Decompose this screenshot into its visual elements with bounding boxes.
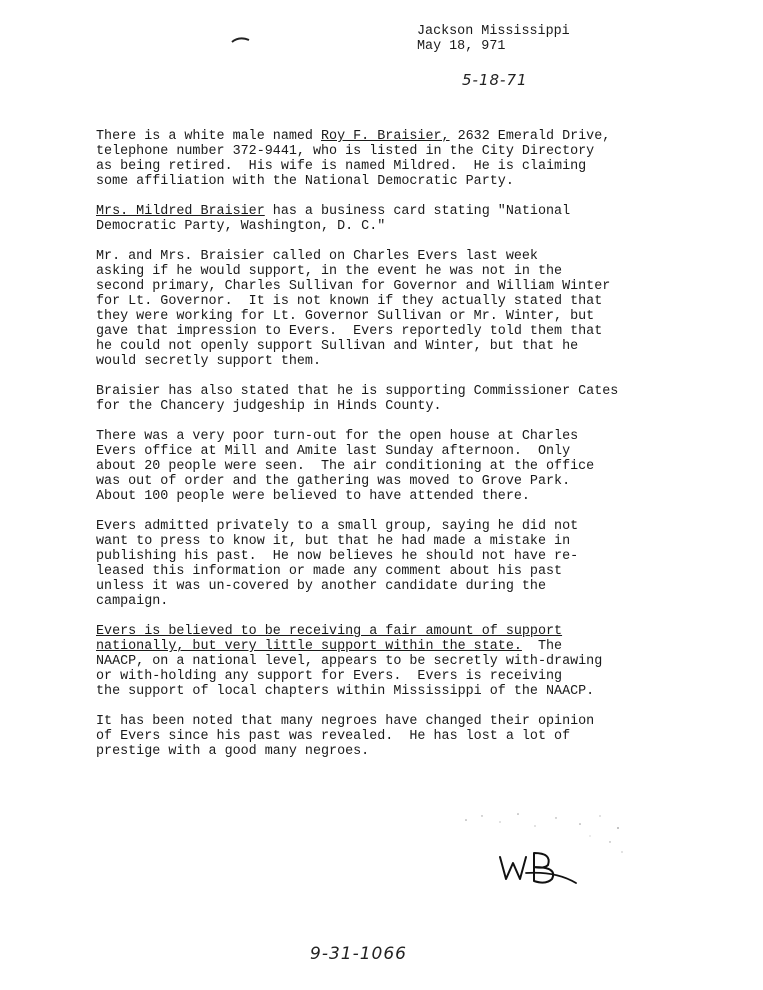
- paragraph-3-line-1: Mr. and Mrs. Braisier called on Charles Evers last week: [96, 249, 538, 264]
- handwritten-date: 5-18-71: [462, 71, 528, 89]
- paragraph-3-line-4: for Lt. Governor. It is not known if they actually stated that: [96, 294, 603, 309]
- signature-initials: [496, 843, 586, 893]
- paragraph-6-line-2: want to press to know it, but that he had made a mistake in: [96, 534, 571, 549]
- header-city: Jackson Mississippi: [417, 24, 570, 39]
- underlined-name-roy-braisier: Roy F. Braisier,: [321, 129, 450, 144]
- paragraph-2: [96, 204, 696, 234]
- paragraph-7-line-4: or with-holding any support for Evers. Evers is receiving: [96, 669, 563, 684]
- paragraph-7-line-1: Evers is believed to be receiving a fair amount of support: [96, 624, 563, 639]
- paragraph-1-line-2: telephone number 372-9441, who is listed in the City Directory: [96, 144, 595, 159]
- paragraph-5-line-4: was out of order and the gathering was moved to Grove Park.: [96, 474, 571, 489]
- paragraph-8-line-2: of Evers since his past was revealed. He has lost a lot of: [96, 729, 571, 744]
- paragraph-3-line-8: would secretly support them.: [96, 354, 321, 369]
- paragraph-5-line-3: about 20 people were seen. The air conditioning at the office: [96, 459, 595, 474]
- paragraph-7-line-5: the support of local chapters within Mississippi of the NAACP.: [96, 684, 595, 699]
- paragraph-3-line-2: asking if he would support, in the event he was not in the: [96, 264, 563, 279]
- paragraph-6-line-5: unless it was un-covered by another candidate during the: [96, 579, 546, 594]
- paragraph-5-line-2: Evers office at Mill and Amite last Sunday afternoon. Only: [96, 444, 571, 459]
- paragraph-4: [96, 384, 696, 414]
- paragraph-4-line-1: Braisier has also stated that he is supporting Commissioner Cates: [96, 384, 619, 399]
- pen-mark: [231, 36, 251, 44]
- paragraph-1-line-4: some affiliation with the National Democratic Party.: [96, 174, 514, 189]
- paragraph-6-line-1: Evers admitted privately to a small group, saying he did not: [96, 519, 579, 534]
- paragraph-8-line-3: prestige with a good many negroes.: [96, 744, 370, 759]
- paragraph-1-line-1: There is a white male named Roy F. Braisier, 2632 Emerald Drive,: [96, 129, 611, 144]
- paragraph-8-line-1: It has been noted that many negroes have changed their opinion: [96, 714, 595, 729]
- paragraph-6: [96, 519, 696, 609]
- paragraph-7-line-2: nationally, but very little support within the state. The: [96, 639, 563, 654]
- underlined-name-mildred-braisier: Mrs. Mildred Braisier: [96, 204, 265, 219]
- paragraph-4-line-2: for the Chancery judgeship in Hinds County.: [96, 399, 442, 414]
- paragraph-3-line-3: second primary, Charles Sullivan for Governor and William Winter: [96, 279, 611, 294]
- paragraph-5: [96, 429, 696, 504]
- paragraph-3-line-7: he could not openly support Sullivan and Winter, but that he: [96, 339, 579, 354]
- header-block: [417, 24, 570, 54]
- file-number: 9-31-1066: [310, 944, 407, 964]
- paragraph-1: [96, 129, 696, 189]
- paragraph-6-line-6: campaign.: [96, 594, 169, 609]
- paragraph-6-line-3: publishing his past. He now believes he should not have re-: [96, 549, 579, 564]
- memo-body: [96, 129, 696, 774]
- paragraph-3-line-5: they were working for Lt. Governor Sullivan or Mr. Winter, but: [96, 309, 595, 324]
- header-date: May 18, 971: [417, 39, 506, 54]
- paragraph-6-line-4: leased this information or made any comment about his past: [96, 564, 563, 579]
- paragraph-1-line-3: as being retired. His wife is named Mildred. He is claiming: [96, 159, 587, 174]
- paragraph-8: [96, 714, 696, 759]
- paragraph-3: [96, 249, 696, 369]
- paragraph-5-line-1: There was a very poor turn-out for the open house at Charles: [96, 429, 579, 444]
- paragraph-5-line-5: About 100 people were believed to have attended there.: [96, 489, 530, 504]
- underlined-within-state: nationally, but very little support within the state.: [96, 639, 522, 654]
- paragraph-7: [96, 624, 696, 699]
- paragraph-7-line-3: NAACP, on a national level, appears to be secretly with-drawing: [96, 654, 603, 669]
- paragraph-3-line-6: gave that impression to Evers. Evers reportedly told them that: [96, 324, 603, 339]
- paragraph-2-line-2: Democratic Party, Washington, D. C.": [96, 219, 386, 234]
- paragraph-2-line-1: Mrs. Mildred Braisier has a business card stating "National: [96, 204, 571, 219]
